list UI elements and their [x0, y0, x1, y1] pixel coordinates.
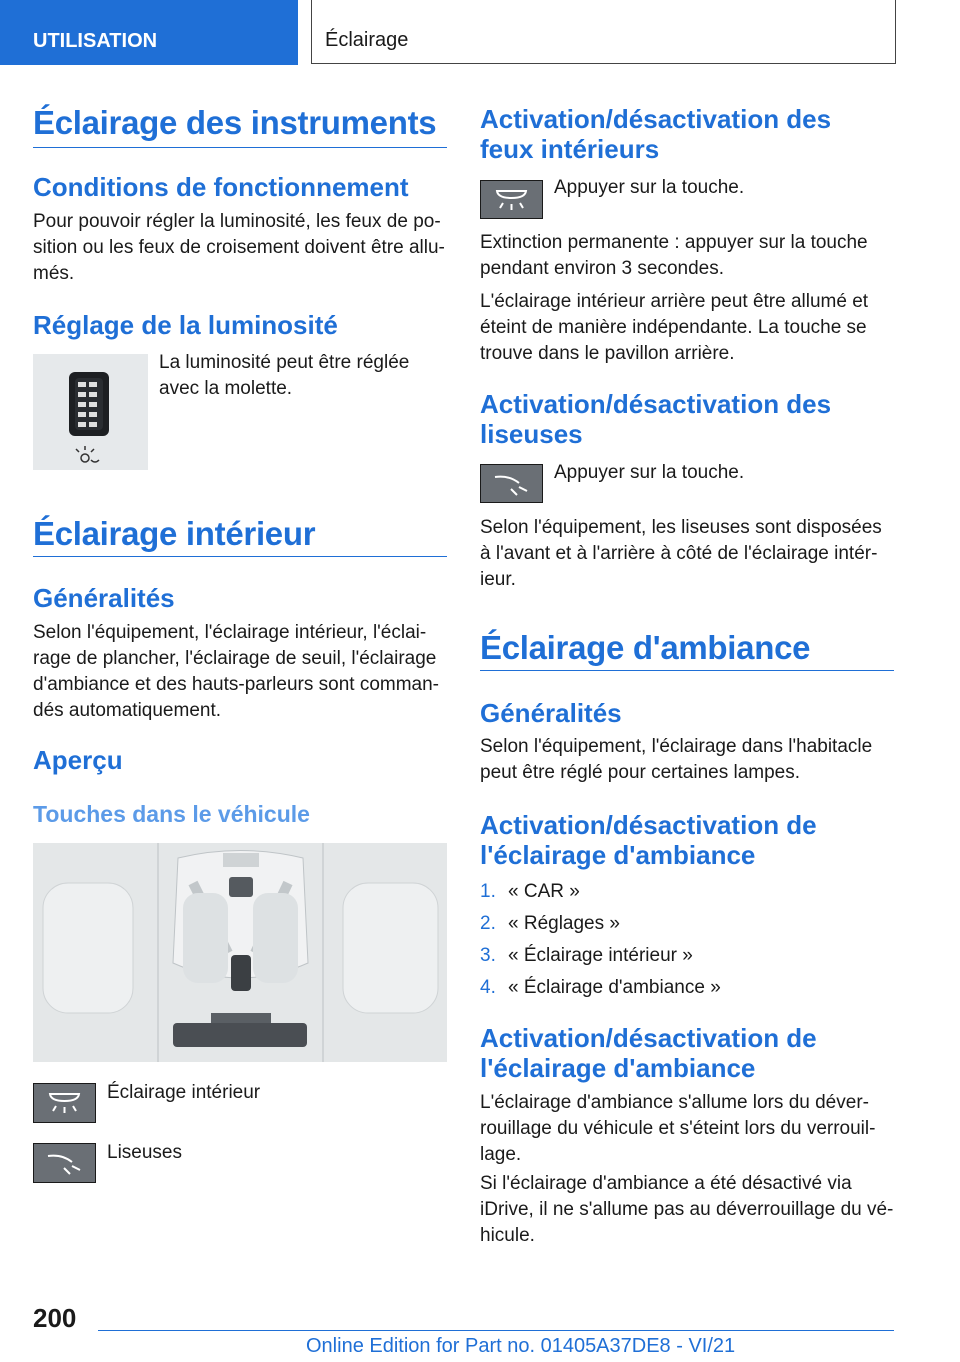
text-arriere: L'éclairage intérieur arrière peut être allumé et éteint de manière indépendante. La touche se trouve dans le pavillon arrière.: [480, 291, 869, 364]
footer-divider: [98, 1330, 894, 1331]
heading-activation-ambiance-1: Activation/désactivation de l'éclairage d'ambiance: [480, 810, 817, 870]
heading-apercu: Aperçu: [33, 745, 123, 775]
heading-liseuses: Activation/désactivation des liseuses: [480, 389, 832, 449]
heading-generalites-right: Généralités: [480, 698, 622, 728]
heading-ambiance: Éclairage d'ambiance: [480, 629, 811, 666]
text-liseuses-press: Appuyer sur la touche.: [554, 462, 745, 483]
interior-light-icon: [33, 1083, 96, 1123]
heading-generalites-left: Généralités: [33, 583, 175, 613]
heading-touches: Touches dans le véhicule: [33, 801, 310, 827]
divider: [480, 670, 894, 671]
text-idrive: Si l'éclairage d'ambiance a été désactivé via iDrive, il ne s'allume pas au déverrouillage du vé- hicule.: [480, 1173, 894, 1246]
heading-activation-ambiance-2: Activation/désactivation de l'éclairage d'ambiance: [480, 1023, 817, 1083]
footer-edition: Online Edition for Part no. 01405A37DE8 - VI/21: [306, 1335, 736, 1357]
heading-conditions: Conditions de fonctionnement: [33, 172, 409, 202]
list-item: 3. « Éclairage intérieur »: [480, 945, 693, 966]
text-feux-press: Appuyer sur la touche.: [554, 177, 745, 198]
divider: [33, 147, 447, 148]
text-reglage: La luminosité peut être réglée avec la molette.: [159, 352, 410, 399]
brightness-wheel-image: [33, 354, 148, 470]
page-header-title: Éclairage: [325, 29, 409, 51]
page-header: [311, 0, 896, 64]
list-item: 2. « Réglages »: [480, 913, 620, 934]
heading-feux-interieurs: Activation/désactivation des feux intérieurs: [480, 104, 832, 164]
interior-light-icon: [480, 180, 543, 219]
section-tab: [0, 0, 298, 65]
brightness-wheel-icon: [33, 354, 148, 470]
section-title: UTILISATION: [33, 30, 158, 52]
page-number: 200: [33, 1303, 77, 1333]
legend-interior-light: Éclairage intérieur: [107, 1082, 261, 1103]
list-item: 1. « CAR »: [480, 881, 580, 902]
heading-interieur: Éclairage intérieur: [33, 515, 316, 552]
text-extinction: Extinction permanente : appuyer sur la touche pendant environ 3 secondes.: [480, 232, 868, 279]
reading-light-icon: [480, 464, 543, 503]
reading-light-icon: [33, 1143, 96, 1183]
text-generalites-left: Selon l'équipement, l'éclairage intérieur, l'éclai- rage de plancher, l'éclairage de seuil, l'éclairage d'ambiance et des hauts-parleurs sont comman- dés automatiquement.: [33, 622, 439, 721]
divider: [33, 556, 447, 557]
text-generalites-right: Selon l'équipement, l'éclairage dans l'habitacle peut être réglé pour certaines lampes.: [480, 736, 873, 783]
steps-list: [480, 876, 721, 1004]
overhead-console-image: [33, 843, 447, 1062]
text-auto: L'éclairage d'ambiance s'allume lors du déver- rouillage du véhicule et s'éteint lors du verrouil- lage.: [480, 1092, 876, 1165]
list-item: 4. « Éclairage d'ambiance »: [480, 977, 721, 998]
legend-reading-light: Liseuses: [107, 1142, 182, 1163]
text-conditions: Pour pouvoir régler la luminosité, les feux de po- sition ou les feux de croisement doivent être allu- més.: [33, 211, 445, 284]
heading-instruments: Éclairage des instruments: [33, 104, 437, 141]
heading-reglage: Réglage de la luminosité: [33, 310, 338, 340]
text-liseuses: Selon l'équipement, les liseuses sont disposées à l'avant et à l'arrière à côté de l'éclairage intér- ieur.: [480, 517, 882, 590]
